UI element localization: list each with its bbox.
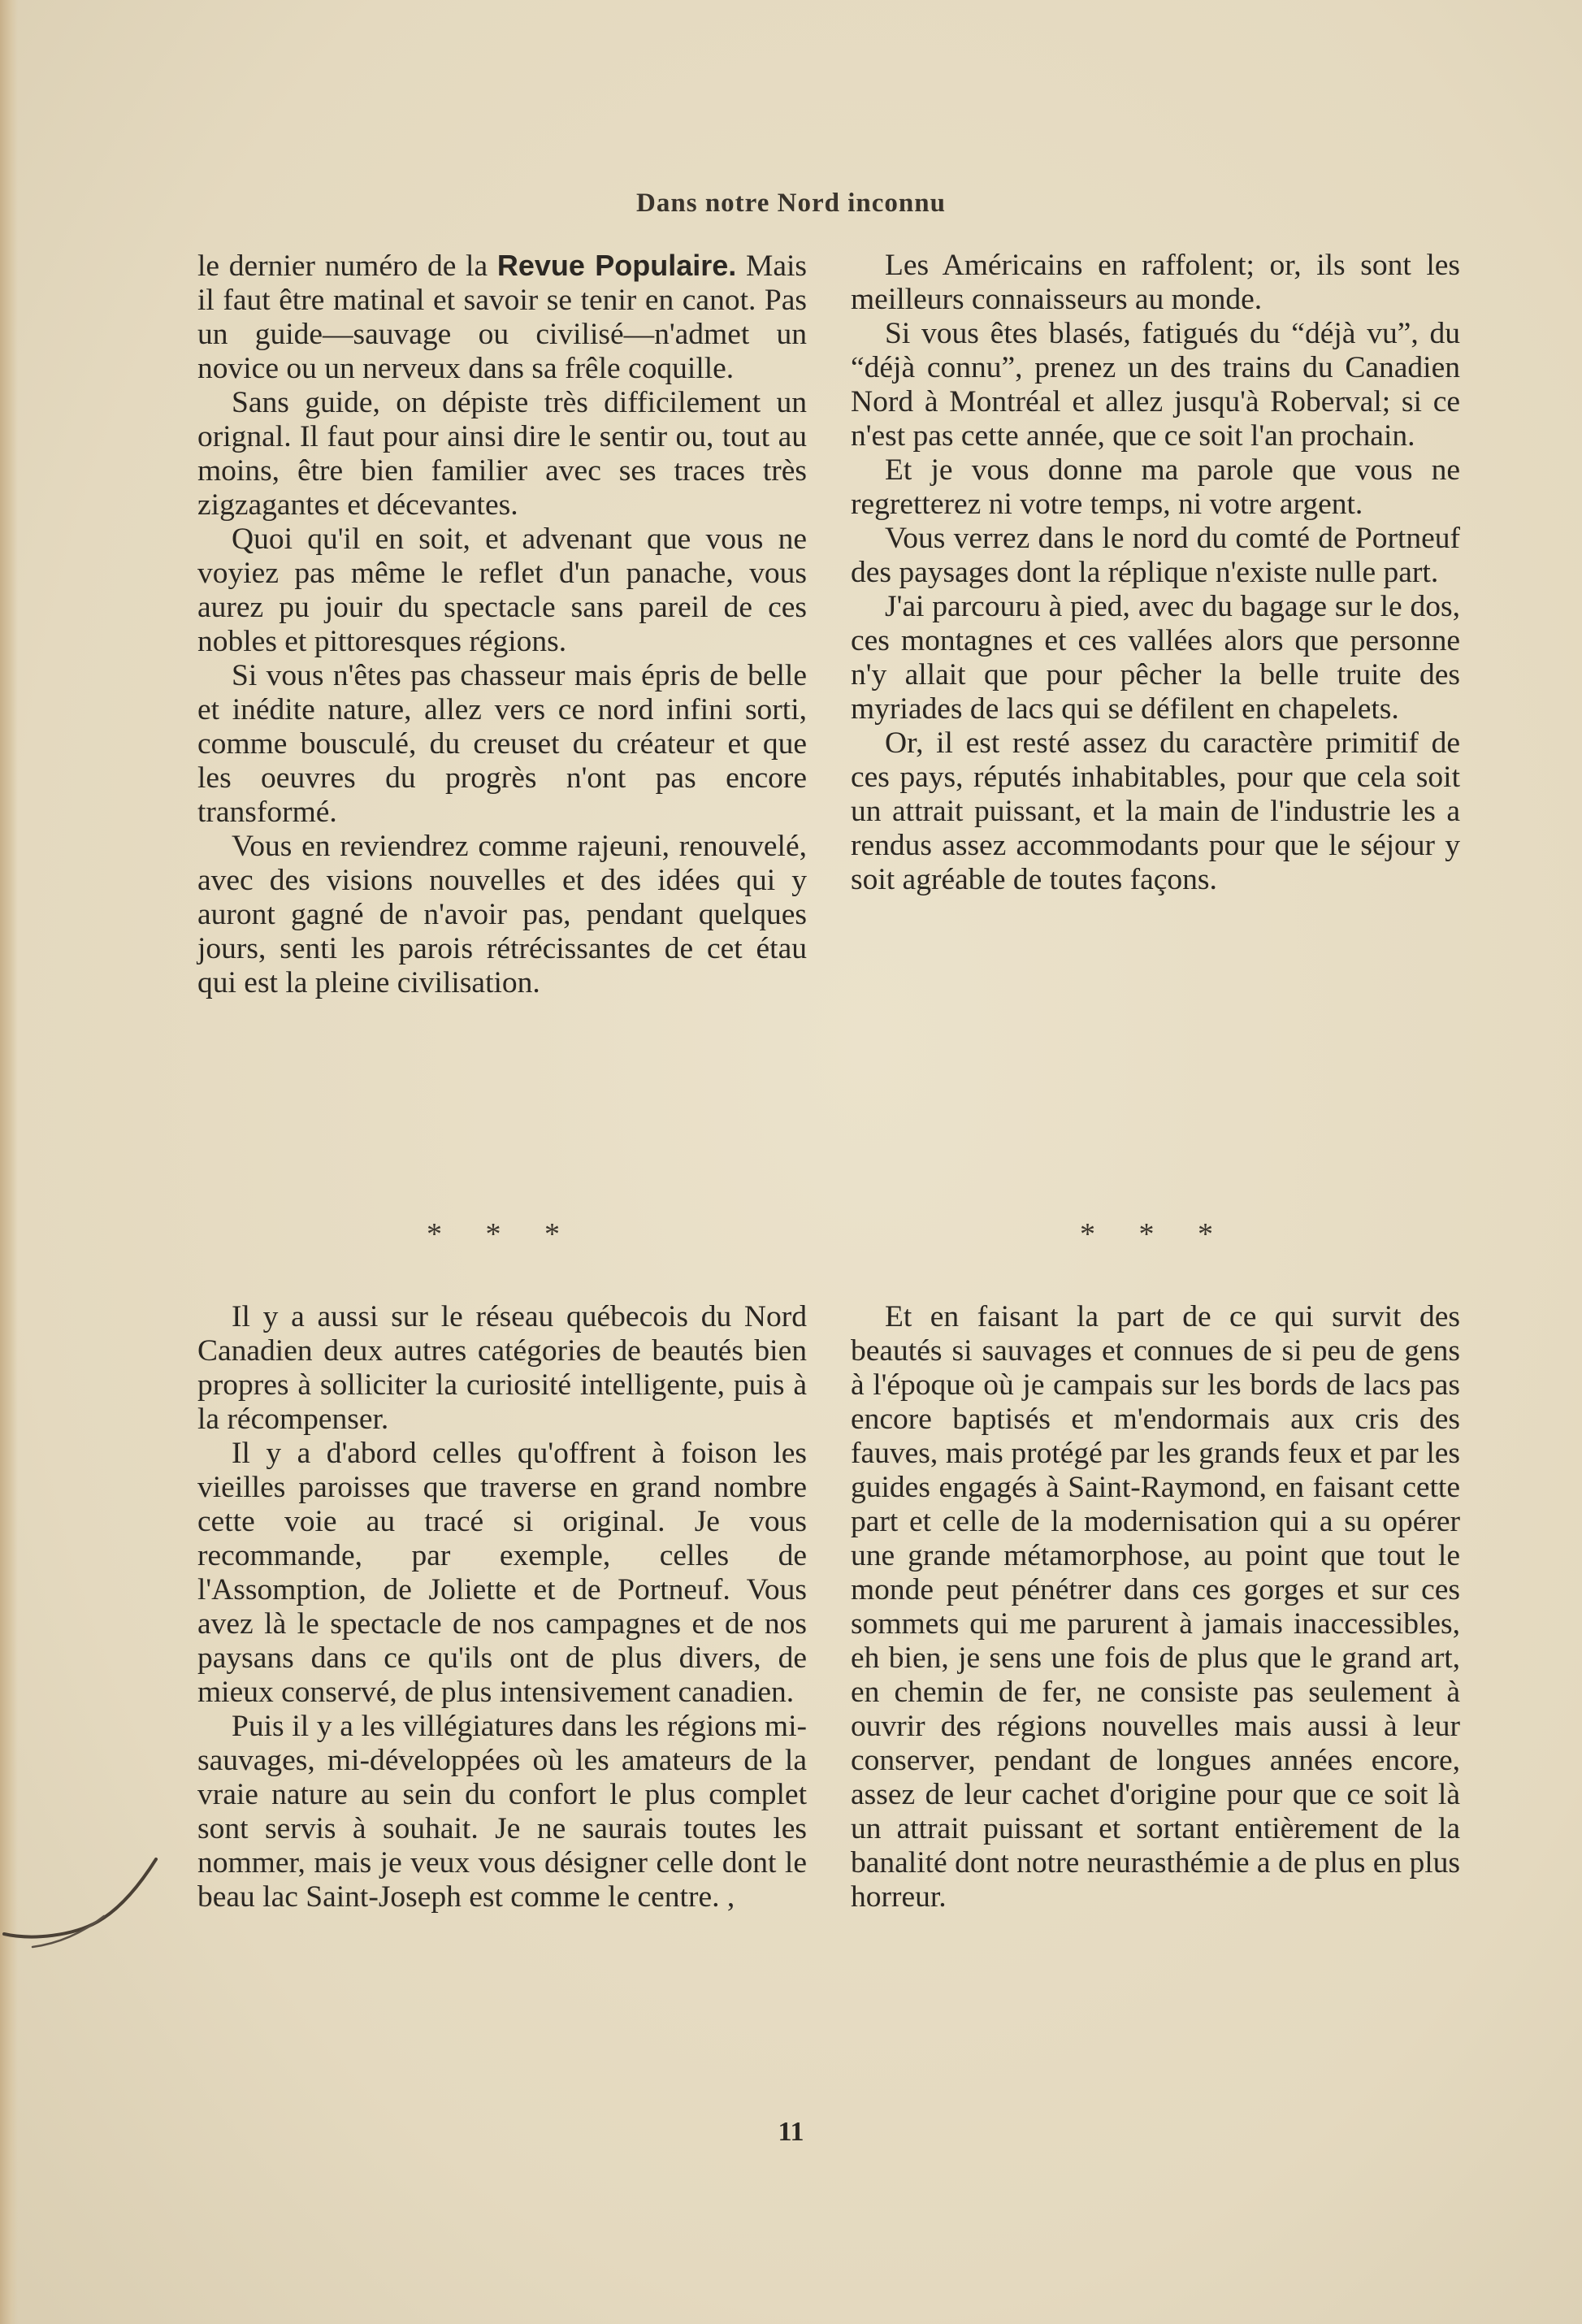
paragraph: J'ai parcouru à pied, avec du bagage sur le dos, ces montagnes et ces vallées alors que personne n'y allait que pour pêcher la belle truite des myriades de lacs qui se défilent en chapelets. [851,590,1460,726]
right-column-bottom [851,1300,1460,1914]
page-spine-shadow [0,0,18,2324]
left-column-bottom [197,1300,807,1914]
section-separator-left: * * * [427,1217,578,1251]
page-number: 11 [778,2117,804,2147]
paragraph: Puis il y a les villégiatures dans les régions mi-sauvages, mi-développées où les amateurs de la vraie nature au sein du confort le plus complet sont servis à souhait. Je ne saurais toutes les nommer, mais je veux vous désigner celle dont le beau lac Saint-Joseph est comme le centre. , [197,1710,807,1914]
left-column-top [197,249,807,1000]
running-header: Dans notre Nord inconnu [636,189,946,218]
paragraph: Vous en reviendrez comme rajeuni, renouvelé, avec des visions nouvelles et des idées qui y auront gagné de n'avoir pas, pendant quelques jours, senti les parois rétrécissantes de cet étau qui est la pleine civilisation. [197,830,807,999]
section-separator-right: * * * [1080,1217,1231,1251]
paragraph: Quoi qu'il en soit, et advenant que vous ne voyiez pas même le reflet d'un panache, vous aurez pu jouir du spectacle sans pareil de ces nobles et pittoresques régions. [197,522,807,658]
magazine-title: Revue Populaire. [496,249,737,282]
paragraph: Les Américains en raffolent; or, ils sont les meilleurs connaisseurs au monde. [851,249,1460,316]
paragraph: Et je vous donne ma parole que vous ne regretterez ni votre temps, ni votre argent. [851,453,1460,521]
paragraph: Vous verrez dans le nord du comté de Portneuf des paysages dont la réplique n'existe nulle part. [851,522,1460,589]
paragraph: Si vous n'êtes pas chasseur mais épris de belle et inédite nature, allez vers ce nord infini sorti, comme bousculé, du creuset du créateur et que les oeuvres du progrès n'ont pas encore transformé. [197,659,807,829]
paragraph: Il y a aussi sur le réseau québecois du Nord Canadien deux autres catégories de beautés bien propres à solliciter la curiosité intelligente, puis à la récompenser. [197,1300,807,1436]
paragraph: Il y a d'abord celles qu'offrent à foison les vieilles paroisses que traverse en grand nombre cette voie au tracé si original. Je vous recommande, par exemple, celles de l'Assomption, de Joliette et de Portneuf. Vous avez là le spectacle de nos campagnes et de nos paysans dans ce qu'ils ont de plus divers, de mieux conservé, de plus intensivement canadien. [197,1437,807,1709]
paragraph: Or, il est resté assez du caractère primitif de ces pays, réputés inhabitables, pour que cela soit un attrait puissant, et la main de l'industrie les a rendus assez accommodants pour que le séjour y soit agréable de toutes façons. [851,726,1460,896]
pen-stroke-mark [0,1845,163,1975]
paragraph: Et en faisant la part de ce qui survit des beautés si sauvages et connues de si peu de gens à l'époque où je campais sur les bords de lacs pas encore baptisés et m'endormais aux cris des fauves, mais protégé par les grands feux et par les guides engagés à Saint-Raymond, en faisant cette part et celle de la modernisation qui a su opérer une grande métamorphose, au point que tout le monde peut pénétrer dans ces gorges et sur ces sommets qui me parurent à jamais inaccessibles, eh bien, je sens une fois de plus que le grand art, en chemin de fer, ne consiste pas seulement à ouvrir des régions nouvelles mais aussi à leur conserver, pendant de longues années encore, assez de leur cachet d'origine pour que ce soit là un attrait puissant et sortant entièrement de la banalité dont notre neurasthémie a de plus en plus horreur. [851,1300,1460,1914]
paragraph: Sans guide, on dépiste très difficilement un orignal. Il faut pour ainsi dire le sentir ou, tout au moins, être bien familier avec ses traces très zigzagantes et décevantes. [197,386,807,522]
paragraph: Si vous êtes blasés, fatigués du “déjà vu”, du “déjà connu”, prenez un des trains du Canadien Nord à Montréal et allez jusqu'à Roberval; si ce n'est pas cette année, que ce soit l'an prochain. [851,317,1460,453]
right-column-top [851,249,1460,897]
paragraph: le dernier numéro de la Revue Populaire. Mais il faut être matinal et savoir se tenir en canot. Pas un guide—sauvage ou civilisé—n'admet un novice ou un nerveux dans sa frêle coquille. [197,249,807,385]
